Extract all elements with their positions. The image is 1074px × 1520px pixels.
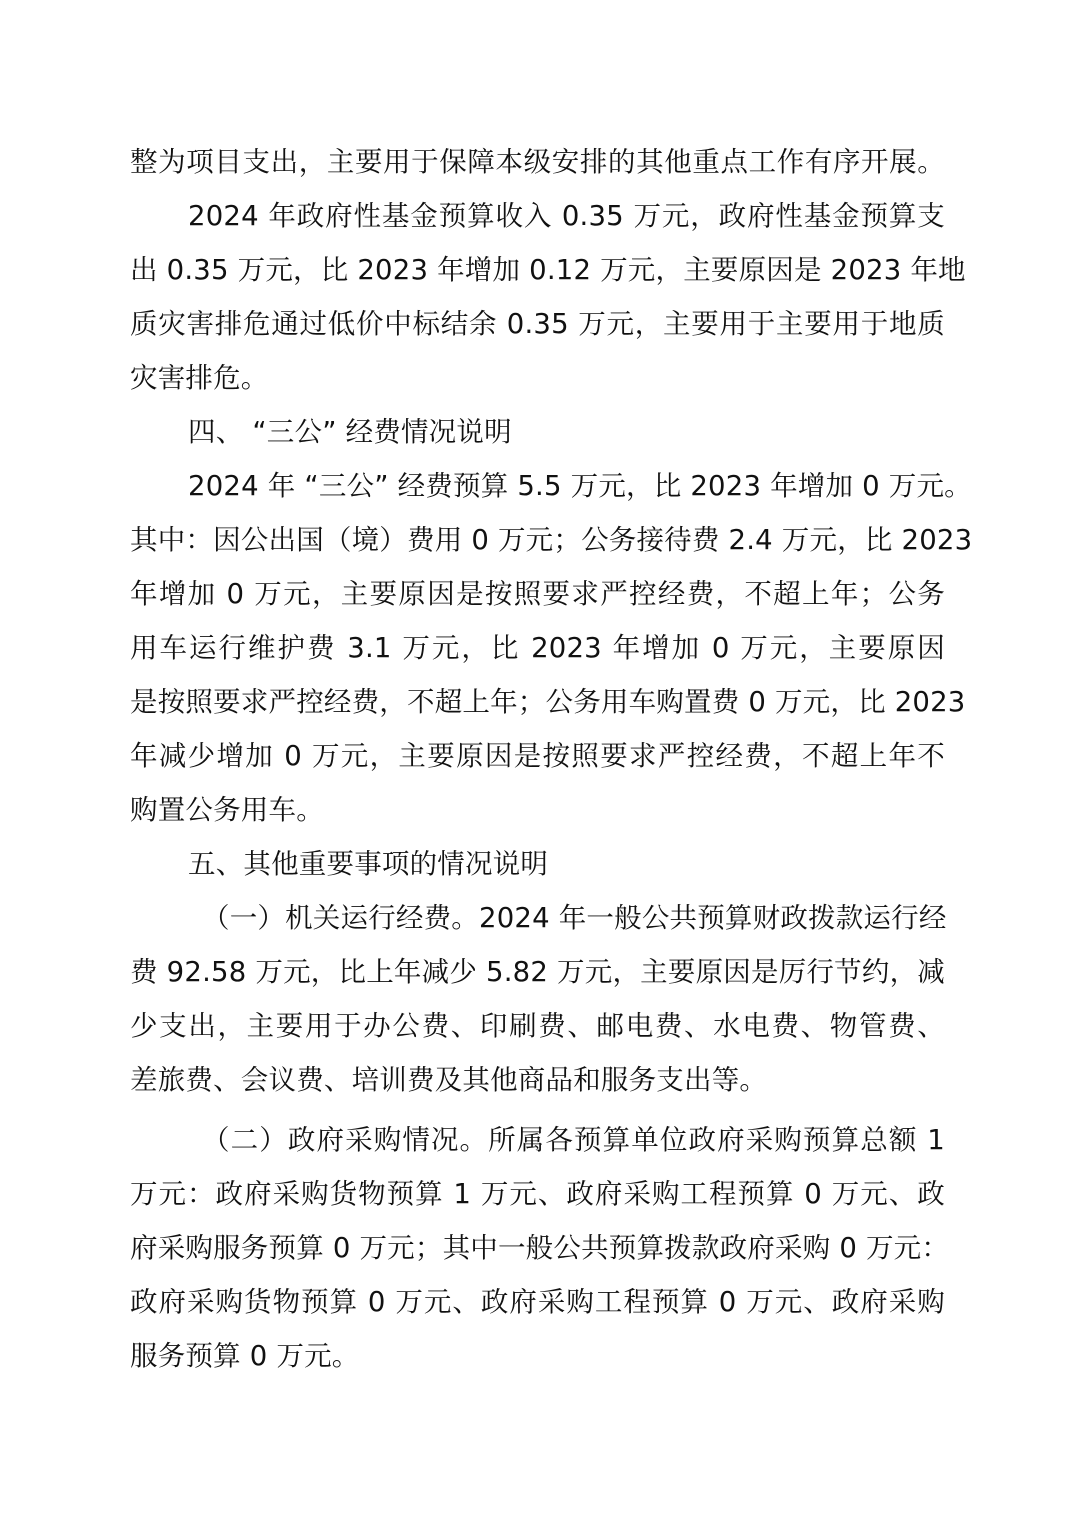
paragraph-line: 服务预算 0 万元。 [130, 1340, 360, 1372]
paragraph-line: 出 0.35 万元，比 2023 年增加 0.12 万元，主要原因是 2023 年地 [130, 254, 966, 286]
paragraph-line: 购置公务用车。 [130, 794, 324, 826]
paragraph-line: 差旅费、会议费、培训费及其他商品和服务支出等。 [130, 1064, 768, 1096]
section-heading: 五、其他重要事项的情况说明 [188, 848, 549, 880]
paragraph-line: 其中：因公出国（境）费用 0 万元；公务接待费 2.4 万元，比 2023 [130, 524, 973, 556]
paragraph-line: 整为项目支出，主要用于保障本级安排的其他重点工作有序开展。 [130, 146, 945, 178]
paragraph-line: 府采购服务预算 0 万元；其中一般公共预算拨款政府采购 0 万元： [130, 1232, 950, 1264]
paragraph-line: 年减少增加 0 万元，主要原因是按照要求严控经费，不超上年不 [130, 740, 945, 772]
paragraph-line: 少支出，主要用于办公费、印刷费、邮电费、水电费、物管费、 [130, 1010, 945, 1042]
paragraph-line: 费 92.58 万元，比上年减少 5.82 万元，主要原因是厉行节约，减 [130, 956, 945, 988]
paragraph-line: 2024 年政府性基金预算收入 0.35 万元，政府性基金预算支 [188, 200, 945, 232]
section-heading: 四、 “三公” 经费情况说明 [188, 416, 512, 448]
paragraph-line: 质灾害排危通过低价中标结余 0.35 万元，主要用于主要用于地质 [130, 308, 945, 340]
paragraph-line: （二）政府采购情况。所属各预算单位政府采购预算总额 1 [202, 1124, 945, 1156]
paragraph-line: 灾害排危。 [130, 362, 269, 394]
paragraph-line: （一）机关运行经费。2024 年一般公共预算财政拨款运行经 [202, 902, 947, 934]
paragraph-line: 2024 年 “三公” 经费预算 5.5 万元，比 2023 年增加 0 万元。 [188, 470, 972, 502]
paragraph-line: 是按照要求严控经费，不超上年；公务用车购置费 0 万元，比 2023 [130, 686, 966, 718]
paragraph-line: 年增加 0 万元，主要原因是按照要求严控经费，不超上年；公务 [130, 578, 945, 610]
paragraph-line: 万元：政府采购货物预算 1 万元、政府采购工程预算 0 万元、政 [130, 1178, 945, 1210]
paragraph-line: 用车运行维护费 3.1 万元，比 2023 年增加 0 万元，主要原因 [130, 632, 945, 664]
paragraph-line: 政府采购货物预算 0 万元、政府采购工程预算 0 万元、政府采购 [130, 1286, 945, 1318]
